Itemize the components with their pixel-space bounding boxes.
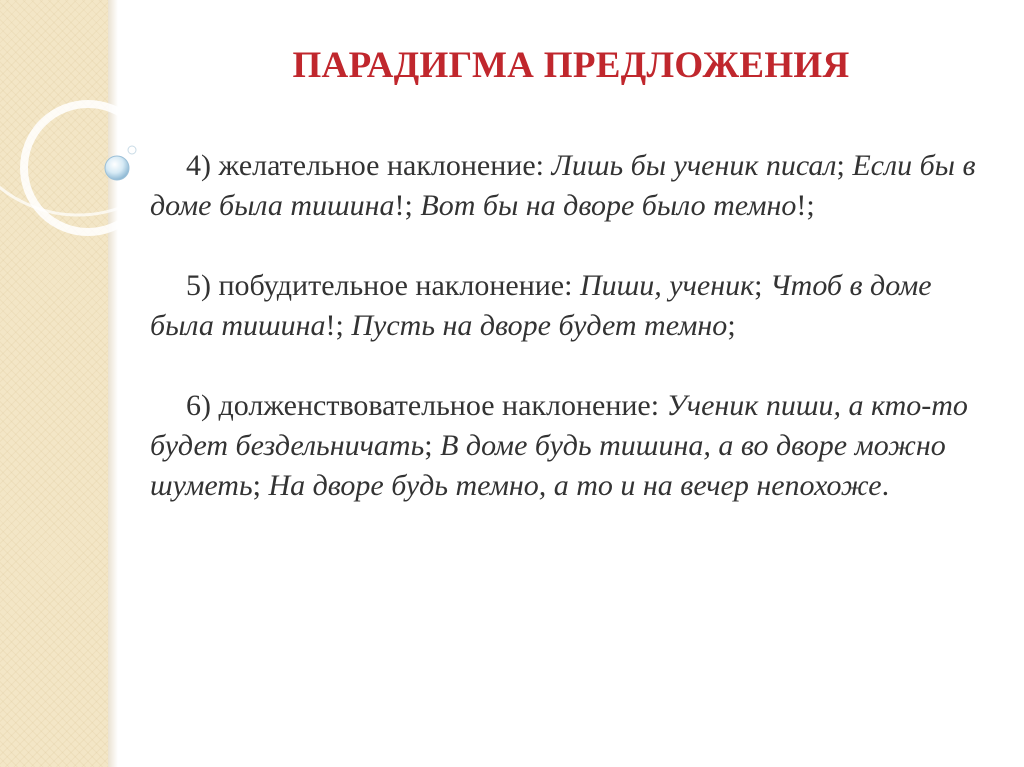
slide-body xyxy=(150,146,980,506)
punctuation: ; xyxy=(836,149,853,182)
paragraph-debitive-mood xyxy=(150,386,980,506)
slide-title: ПАРАДИГМА ПРЕДЛОЖЕНИЯ xyxy=(292,45,850,86)
decor-bubble-small xyxy=(128,146,136,154)
punctuation: !; xyxy=(796,189,815,222)
punctuation: ; xyxy=(754,269,770,302)
punctuation: !; xyxy=(325,309,352,342)
punctuation: ; xyxy=(424,429,441,462)
punctuation: ; xyxy=(727,309,736,342)
example-text: Пиши, ученик xyxy=(579,269,755,302)
decor-bubble xyxy=(105,156,129,180)
term-label: 5) побудительное наклонение: xyxy=(186,269,580,302)
paragraph-imperative-mood xyxy=(150,266,980,346)
punctuation: ; xyxy=(252,469,269,502)
term-label: 6) долженствовательное наклонение: xyxy=(186,389,667,422)
example-text: Если бы в доме была тишина xyxy=(150,149,976,222)
example-text: Пусть на дворе будет темно xyxy=(351,309,728,342)
example-text: Чтоб в доме была тишина xyxy=(150,269,932,342)
example-text: Вот бы на дворе было темно xyxy=(420,189,797,222)
decor-circle-large xyxy=(24,104,152,232)
example-text: На дворе будь темно, а то и на вечер непохоже xyxy=(268,469,882,502)
example-text: В доме будь тишина, а во дворе можно шуметь xyxy=(150,429,946,502)
punctuation: !; xyxy=(394,189,421,222)
example-text: Лишь бы ученик писал xyxy=(551,149,837,182)
term-label: 4) желательное наклонение: xyxy=(186,149,552,182)
paragraph-desiderative-mood xyxy=(150,146,980,226)
example-text: Ученик пиши, а кто-то будет бездельничать xyxy=(150,389,968,462)
punctuation: . xyxy=(881,469,890,502)
